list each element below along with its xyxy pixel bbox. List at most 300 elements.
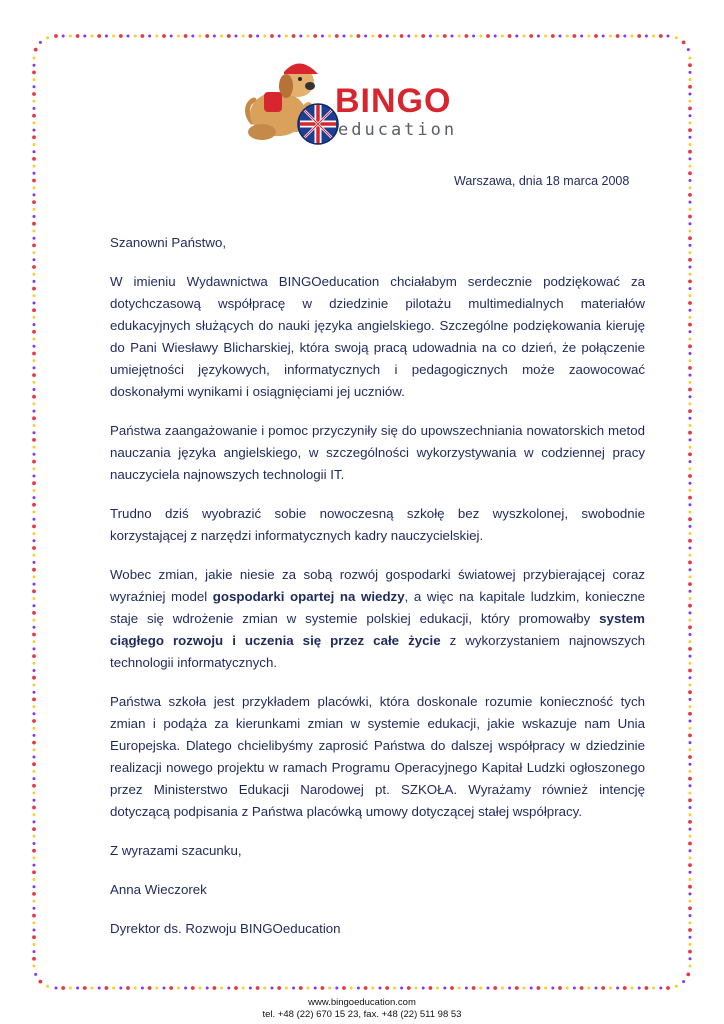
border-dot bbox=[689, 835, 692, 838]
border-dot bbox=[486, 34, 490, 38]
border-dot bbox=[177, 987, 180, 990]
border-dot bbox=[263, 35, 266, 38]
paragraph-text: Państwa szkoła jest przykładem placówki, która doskonale rozumie konieczność tych zmian i podąża za kierunkami zmian w systemie edukacji, jakie wskazuje nam Unia Europejska. Dlatego chcielibyśmy zaprosić Państwa do dalszej współpracy w dziedzinie realizacji nowego projektu w ramach Programu Operacyjnego Kapitał Ludzki ogłoszonego przez Ministerstwo Edukacji Narodowej pt. SZKOŁA. Wyrażamy również intencję dotyczącą podpisania z Państwa placówką umowy dotyczącej stałej współpracy. bbox=[110, 694, 645, 819]
border-dot bbox=[235, 35, 238, 38]
border-dot bbox=[675, 36, 678, 39]
border-dot bbox=[688, 128, 692, 132]
border-dot bbox=[32, 71, 36, 75]
border-dot bbox=[530, 987, 533, 990]
footer-contact: tel. +48 (22) 670 15 23, fax. +48 (22) 511 98 53 bbox=[262, 1009, 462, 1020]
border-dot bbox=[343, 35, 346, 38]
border-dot bbox=[199, 987, 202, 990]
border-dot bbox=[689, 547, 692, 550]
border-dot bbox=[33, 78, 36, 81]
border-dot bbox=[33, 143, 36, 146]
border-dot bbox=[689, 763, 692, 766]
border-dot bbox=[32, 611, 36, 615]
border-dot bbox=[544, 35, 547, 38]
border-dot bbox=[494, 35, 497, 38]
border-dot bbox=[689, 748, 692, 751]
border-dot bbox=[609, 987, 612, 990]
border-dot bbox=[33, 885, 36, 888]
border-dot bbox=[191, 35, 194, 38]
border-dot bbox=[566, 987, 569, 990]
border-dot bbox=[515, 35, 518, 38]
border-dot bbox=[429, 35, 432, 38]
border-dot bbox=[33, 864, 36, 867]
border-dot bbox=[682, 980, 685, 983]
border-dot bbox=[616, 987, 619, 990]
border-dot bbox=[689, 186, 692, 189]
border-dot bbox=[32, 244, 36, 248]
border-dot bbox=[688, 150, 692, 154]
border-dot bbox=[551, 987, 554, 990]
border-dot bbox=[580, 35, 583, 38]
border-dot bbox=[299, 986, 303, 990]
signer-title: Dyrektor ds. Rozwoju BINGOeducation bbox=[110, 921, 341, 936]
border-dot bbox=[689, 489, 692, 492]
border-dot bbox=[184, 34, 188, 38]
border-dot bbox=[393, 987, 396, 990]
border-dot bbox=[689, 71, 692, 74]
border-dot bbox=[32, 654, 36, 658]
border-dot bbox=[33, 294, 36, 297]
border-dot bbox=[33, 273, 36, 276]
border-dot bbox=[364, 986, 368, 990]
border-dot bbox=[69, 35, 72, 38]
border-dot bbox=[689, 338, 692, 341]
border-dot bbox=[688, 777, 692, 781]
border-dot bbox=[32, 92, 36, 96]
border-dot bbox=[645, 35, 648, 38]
border-dot bbox=[299, 35, 302, 38]
border-dot bbox=[249, 34, 253, 38]
border-dot bbox=[689, 770, 692, 773]
border-dot bbox=[682, 41, 686, 45]
border-dot bbox=[33, 929, 36, 932]
letter-paragraph bbox=[110, 503, 645, 547]
border-dot bbox=[32, 157, 36, 161]
border-dot bbox=[689, 273, 692, 276]
border-dot bbox=[479, 987, 482, 990]
border-dot bbox=[594, 34, 598, 38]
border-dot bbox=[33, 121, 36, 124]
border-dot bbox=[515, 986, 519, 990]
border-dot bbox=[32, 719, 36, 723]
border-dot bbox=[689, 705, 692, 708]
border-dot bbox=[688, 366, 692, 370]
border-dot bbox=[285, 35, 288, 38]
border-dot bbox=[91, 35, 94, 38]
border-dot bbox=[32, 806, 36, 810]
border-dot bbox=[385, 986, 389, 990]
border-dot bbox=[91, 987, 94, 990]
border-dot bbox=[33, 756, 36, 759]
border-dot bbox=[32, 395, 36, 399]
letter-paragraph bbox=[110, 271, 645, 403]
border-dot bbox=[689, 482, 692, 485]
border-dot bbox=[76, 34, 80, 38]
border-dot bbox=[105, 35, 108, 38]
closing: Z wyrazami szacunku, bbox=[110, 843, 242, 858]
border-dot bbox=[688, 107, 692, 111]
border-dot bbox=[33, 820, 36, 823]
border-dot bbox=[675, 985, 678, 988]
border-dot bbox=[32, 676, 36, 680]
letter-date: Warszawa, dnia 18 marca 2008 bbox=[454, 174, 630, 188]
border-dot bbox=[33, 496, 36, 499]
border-dot bbox=[33, 604, 36, 607]
border-dot bbox=[688, 452, 692, 456]
border-dot bbox=[33, 453, 36, 456]
brand-subtitle: education bbox=[338, 120, 458, 140]
border-dot bbox=[33, 57, 36, 60]
border-dot bbox=[83, 986, 87, 990]
border-dot bbox=[33, 583, 36, 586]
border-dot bbox=[350, 35, 353, 38]
border-dot bbox=[689, 114, 692, 117]
border-dot bbox=[163, 987, 166, 990]
border-dot bbox=[544, 987, 547, 990]
border-dot bbox=[689, 554, 692, 557]
border-dot bbox=[688, 171, 692, 175]
border-dot bbox=[119, 34, 123, 38]
border-dot bbox=[328, 987, 331, 990]
border-dot bbox=[689, 446, 692, 449]
border-dot bbox=[213, 986, 217, 990]
border-dot bbox=[33, 626, 36, 629]
border-dot bbox=[688, 690, 692, 694]
border-dot bbox=[689, 417, 692, 420]
letter-paragraph bbox=[110, 691, 645, 823]
border-dot bbox=[689, 352, 692, 355]
border-dot bbox=[688, 236, 692, 240]
border-dot bbox=[55, 987, 58, 990]
border-dot bbox=[415, 987, 418, 990]
border-dot bbox=[537, 986, 541, 990]
border-dot bbox=[32, 481, 36, 485]
border-dot bbox=[451, 35, 454, 38]
border-dot bbox=[33, 662, 36, 665]
border-dot bbox=[33, 856, 36, 859]
border-dot bbox=[689, 611, 692, 614]
border-dot bbox=[162, 34, 166, 38]
border-dot bbox=[689, 78, 692, 81]
border-dot bbox=[33, 539, 36, 542]
border-dot bbox=[32, 416, 36, 420]
border-dot bbox=[32, 200, 36, 204]
border-dot bbox=[566, 35, 569, 38]
border-dot bbox=[689, 157, 692, 160]
border-dot bbox=[688, 431, 692, 435]
border-dot bbox=[357, 34, 361, 38]
border-dot bbox=[277, 986, 281, 990]
border-dot bbox=[688, 798, 692, 802]
border-dot bbox=[33, 813, 36, 816]
signer-name: Anna Wieczorek bbox=[110, 882, 207, 897]
border-dot bbox=[465, 987, 468, 990]
border-dot bbox=[33, 575, 36, 578]
border-dot bbox=[33, 338, 36, 341]
border-dot bbox=[637, 34, 641, 38]
border-dot bbox=[688, 604, 692, 608]
border-dot bbox=[33, 64, 36, 67]
border-dot bbox=[33, 669, 36, 672]
border-dot bbox=[667, 35, 670, 38]
border-dot bbox=[33, 345, 36, 348]
border-dot bbox=[559, 35, 562, 38]
emphasis-text: gospodarki opartej na wiedzy bbox=[212, 589, 405, 604]
border-dot bbox=[609, 35, 612, 38]
border-dot bbox=[689, 100, 692, 103]
border-dot bbox=[487, 987, 490, 990]
border-dot bbox=[220, 987, 223, 990]
border-dot bbox=[328, 35, 331, 38]
border-dot bbox=[465, 34, 469, 38]
border-dot bbox=[689, 525, 692, 528]
border-dot bbox=[687, 48, 690, 51]
border-dot bbox=[199, 35, 202, 38]
border-dot bbox=[688, 85, 692, 89]
border-dot bbox=[155, 35, 158, 38]
border-dot bbox=[33, 402, 36, 405]
border-dot bbox=[134, 35, 137, 38]
border-dot bbox=[270, 34, 274, 38]
border-dot bbox=[32, 352, 36, 356]
border-dot bbox=[623, 35, 626, 38]
letter-body bbox=[110, 232, 645, 940]
border-dot bbox=[689, 813, 692, 816]
border-dot bbox=[422, 987, 425, 990]
border-dot bbox=[638, 987, 641, 990]
border-dot bbox=[689, 532, 692, 535]
border-dot bbox=[33, 907, 36, 910]
border-dot bbox=[443, 987, 446, 990]
border-dot bbox=[688, 582, 692, 586]
border-dot bbox=[46, 36, 49, 39]
border-dot bbox=[379, 987, 382, 990]
letter-paragraph bbox=[110, 564, 645, 674]
border-dot bbox=[33, 100, 36, 103]
border-dot bbox=[659, 34, 663, 38]
border-dot bbox=[97, 34, 101, 38]
border-dot bbox=[313, 34, 317, 38]
border-dot bbox=[32, 179, 36, 183]
border-dot bbox=[33, 467, 36, 470]
border-dot bbox=[126, 986, 130, 990]
border-dot bbox=[688, 280, 692, 284]
border-dot bbox=[472, 35, 475, 38]
border-dot bbox=[33, 799, 36, 802]
border-dot bbox=[689, 359, 692, 362]
border-dot bbox=[32, 373, 36, 377]
border-dot bbox=[688, 906, 692, 910]
border-dot bbox=[551, 34, 555, 38]
border-dot bbox=[271, 987, 274, 990]
border-dot bbox=[220, 35, 223, 38]
paragraph-text: z wykorzystaniem najnowszych technologii informatycznych. bbox=[110, 633, 645, 670]
border-dot bbox=[587, 987, 590, 990]
border-dot bbox=[689, 121, 692, 124]
border-dot bbox=[307, 35, 310, 38]
paragraph-text: Trudno dziś wyobrazić sobie nowoczesną szkołę bez wyszkolonej, swobodnie korzystającej z narzędzi informatycznych kadry nauczycielskiej. bbox=[110, 506, 645, 543]
border-dot bbox=[227, 34, 231, 38]
border-dot bbox=[33, 366, 36, 369]
emphasis-text: system ciągłego rozwoju i uczenia się przez całe życie bbox=[110, 611, 645, 648]
border-dot bbox=[112, 987, 115, 990]
border-dot bbox=[689, 143, 692, 146]
border-dot bbox=[689, 208, 692, 211]
border-dot bbox=[364, 35, 367, 38]
border-dot bbox=[688, 755, 692, 759]
border-dot bbox=[601, 986, 605, 990]
border-dot bbox=[34, 48, 38, 52]
border-dot bbox=[689, 741, 692, 744]
border-dot bbox=[689, 287, 692, 290]
border-dot bbox=[33, 280, 36, 283]
border-dot bbox=[623, 986, 627, 990]
border-dot bbox=[689, 727, 692, 730]
border-dot bbox=[493, 986, 497, 990]
border-dot bbox=[689, 316, 692, 319]
border-dot bbox=[33, 302, 36, 305]
border-dot bbox=[33, 943, 36, 946]
border-dot bbox=[33, 518, 36, 521]
border-dot bbox=[206, 987, 209, 990]
border-dot bbox=[689, 568, 692, 571]
border-dot bbox=[32, 287, 36, 291]
border-dot bbox=[33, 381, 36, 384]
border-dot bbox=[32, 114, 36, 118]
border-dot bbox=[33, 950, 36, 953]
border-dot bbox=[32, 870, 36, 874]
border-dot bbox=[689, 590, 692, 593]
border-dot bbox=[573, 987, 576, 990]
border-dot bbox=[631, 35, 634, 38]
border-dot bbox=[689, 503, 692, 506]
border-dot bbox=[689, 381, 692, 384]
border-dot bbox=[33, 640, 36, 643]
border-dot bbox=[689, 828, 692, 831]
border-dot bbox=[689, 684, 692, 687]
border-dot bbox=[688, 647, 692, 651]
border-dot bbox=[587, 35, 590, 38]
paragraph-text: Państwa zaangażowanie i pomoc przyczyniły się do upowszechniania nowatorskich metod nauczania języka angielskiego, w szczególności wykorzystywania w codziennej pracy nauczyciela najnowszych technologii IT. bbox=[110, 423, 645, 482]
border-dot bbox=[421, 34, 425, 38]
border-dot bbox=[256, 986, 260, 990]
border-dot bbox=[33, 410, 36, 413]
border-dot bbox=[429, 986, 433, 990]
border-dot bbox=[61, 986, 65, 990]
border-dot bbox=[83, 35, 86, 38]
border-dot bbox=[688, 409, 692, 413]
border-dot bbox=[227, 987, 230, 990]
border-dot bbox=[688, 539, 692, 543]
border-dot bbox=[32, 633, 36, 637]
border-dot bbox=[32, 460, 36, 464]
border-dot bbox=[32, 330, 36, 334]
border-dot bbox=[688, 301, 692, 305]
paragraph-text: , a więc na kapitale ludzkim, konieczne staje się wdrożenie zmian w systemie polskiej edukacji, który promowałby bbox=[110, 589, 645, 626]
border-dot bbox=[688, 258, 692, 262]
border-dot bbox=[501, 35, 504, 38]
border-dot bbox=[689, 784, 692, 787]
border-dot bbox=[33, 208, 36, 211]
border-dot bbox=[688, 193, 692, 197]
border-dot bbox=[407, 35, 410, 38]
border-dot bbox=[33, 727, 36, 730]
border-dot bbox=[321, 35, 324, 38]
border-dot bbox=[33, 446, 36, 449]
border-dot bbox=[33, 561, 36, 564]
border-dot bbox=[689, 511, 692, 514]
border-dot bbox=[32, 892, 36, 896]
border-dot bbox=[33, 619, 36, 622]
border-dot bbox=[688, 496, 692, 500]
border-dot bbox=[46, 985, 49, 988]
border-dot bbox=[688, 474, 692, 478]
border-dot bbox=[54, 34, 58, 38]
border-dot bbox=[689, 662, 692, 665]
border-dot bbox=[689, 266, 692, 269]
border-dot bbox=[32, 308, 36, 312]
border-dot bbox=[689, 720, 692, 723]
border-dot bbox=[688, 842, 692, 846]
border-dot bbox=[689, 57, 692, 60]
border-dot bbox=[689, 619, 692, 622]
border-dot bbox=[689, 676, 692, 679]
border-dot bbox=[32, 546, 36, 550]
border-dot bbox=[33, 129, 36, 132]
border-dot bbox=[689, 251, 692, 254]
border-dot bbox=[39, 980, 43, 984]
border-dot bbox=[256, 35, 259, 38]
border-dot bbox=[292, 987, 295, 990]
border-dot bbox=[479, 35, 482, 38]
border-dot bbox=[688, 561, 692, 565]
border-dot bbox=[689, 957, 692, 960]
border-dot bbox=[558, 986, 562, 990]
border-dot bbox=[32, 265, 36, 269]
border-dot bbox=[652, 987, 655, 990]
border-dot bbox=[688, 323, 692, 327]
border-dot bbox=[458, 987, 461, 990]
border-dot bbox=[33, 684, 36, 687]
border-dot bbox=[278, 35, 281, 38]
border-dot bbox=[177, 35, 180, 38]
border-dot bbox=[33, 734, 36, 737]
border-dot bbox=[689, 460, 692, 463]
border-dot bbox=[688, 734, 692, 738]
border-dot bbox=[39, 41, 42, 44]
border-dot bbox=[32, 525, 36, 529]
border-dot bbox=[33, 431, 36, 434]
border-dot bbox=[33, 532, 36, 535]
border-dot bbox=[688, 625, 692, 629]
border-dot bbox=[33, 424, 36, 427]
border-dot bbox=[148, 986, 152, 990]
border-dot bbox=[659, 987, 662, 990]
border-dot bbox=[508, 987, 511, 990]
border-dot bbox=[335, 34, 339, 38]
border-dot bbox=[33, 150, 36, 153]
border-dot bbox=[33, 215, 36, 218]
border-dot bbox=[688, 63, 692, 67]
border-dot bbox=[134, 987, 137, 990]
border-dot bbox=[263, 987, 266, 990]
border-dot bbox=[573, 34, 577, 38]
border-dot bbox=[689, 165, 692, 168]
